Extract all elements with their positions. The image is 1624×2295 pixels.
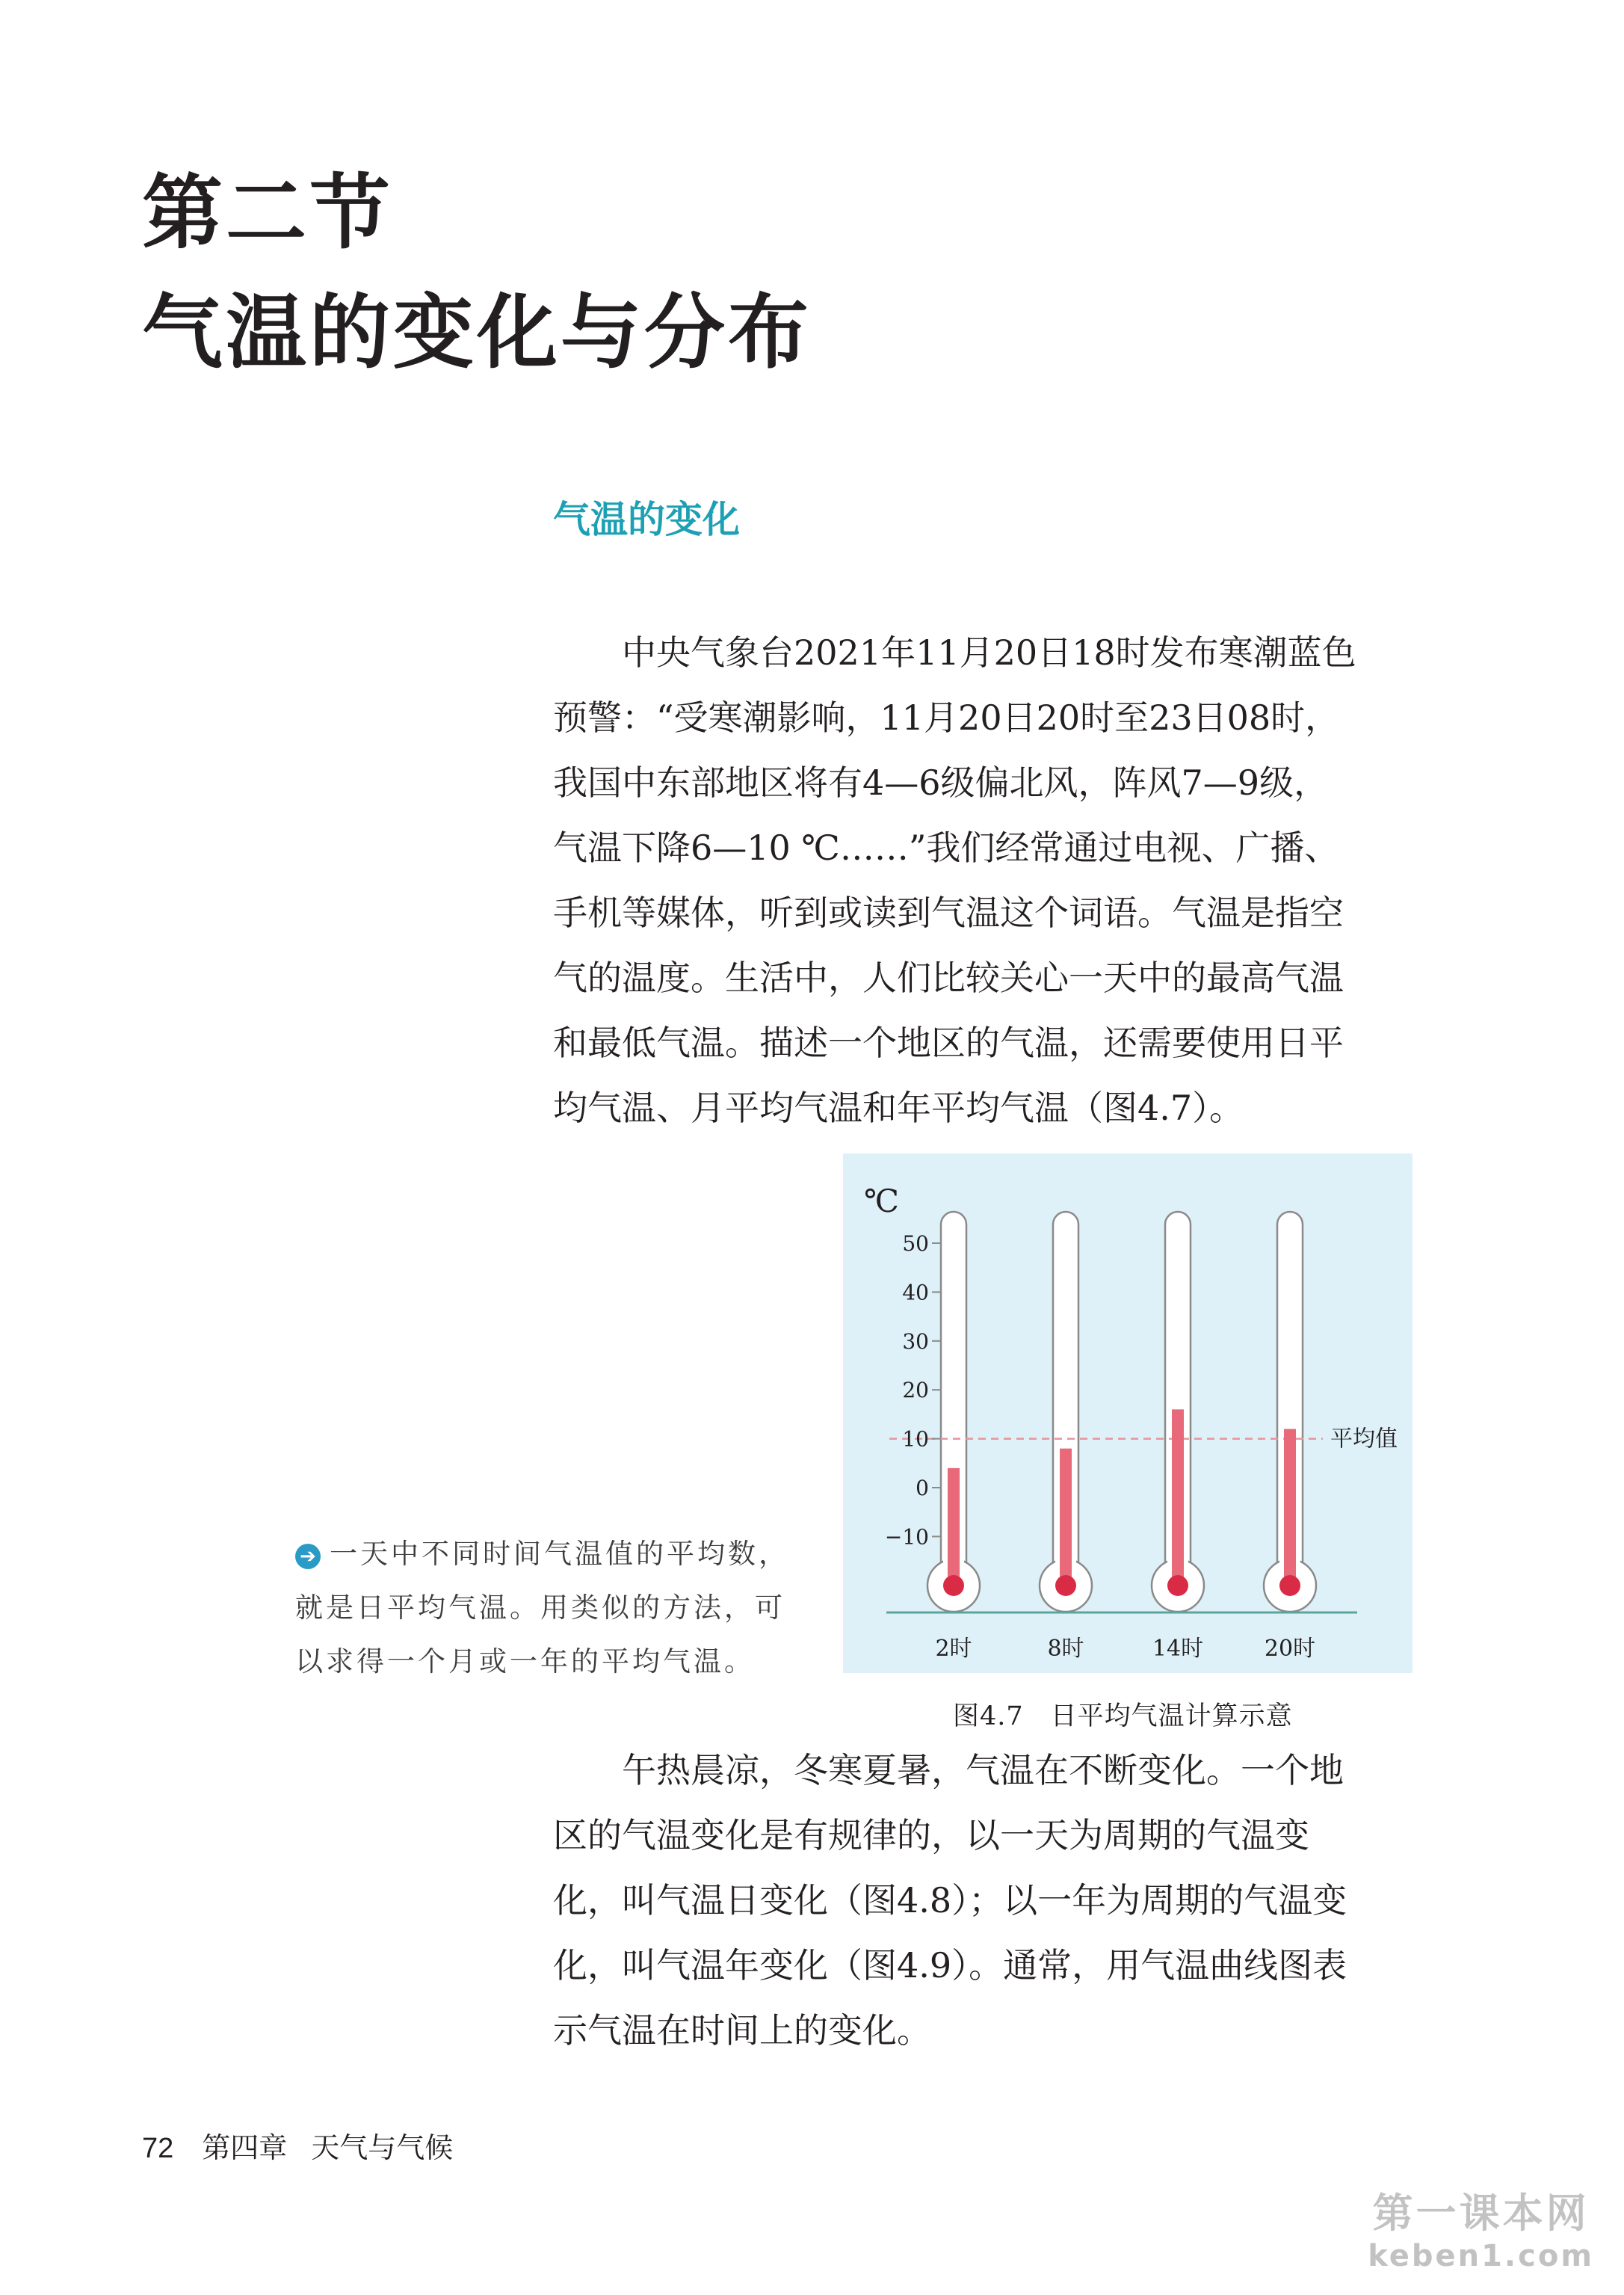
thermometer-chart [843,1153,1412,1673]
figure-thermometer-chart [843,1153,1412,1673]
category-label: 8时 [1047,1636,1084,1662]
y-tick-label: 0 [916,1476,929,1500]
thermometer-layer [927,1212,1316,1612]
watermark-url: keben1.com [1368,2239,1594,2273]
text-line: 午热晨凉，冬寒夏暑，气温在不断变化。一个地 [553,1750,1344,1790]
y-tick-label: −10 [884,1524,929,1550]
thermometer-bulb-fill [1167,1575,1188,1596]
thermometer-bulb-fill [1279,1575,1300,1596]
subheading: 气温的变化 [553,498,740,541]
text-line: 均气温、月平均气温和年平均气温（图4.7）。 [553,1088,1244,1128]
chapter-title: 天气与气候 [311,2131,454,2164]
y-tick-layer [885,1231,941,1549]
y-axis-unit: ℃ [864,1183,899,1219]
section-title: 气温的变化与分布 [142,286,812,380]
thermometer-bulb-fill [1055,1575,1076,1596]
bar-layer [943,1409,1300,1596]
text-line: 手机等媒体，听到或读到气温这个词语。气温是指空 [553,893,1344,933]
category-label-layer [935,1636,1315,1662]
text-line: 气温下降6—10 ℃……”我们经常通过电视、广播、 [553,828,1339,868]
y-tick-label: 10 [902,1426,929,1452]
side-note-line [295,1527,818,1581]
page-number: 72 [142,2133,174,2164]
text-line: 区的气温变化是有规律的，以一天为周期的气温变 [553,1815,1309,1855]
section-number: 第二节 [142,167,394,260]
paragraph-1 [553,620,1412,1141]
thermometer-bar [1060,1449,1072,1586]
side-note-line: 就是日平均气温。用类似的方法，可 [295,1592,785,1624]
y-tick-label: 50 [902,1231,929,1256]
side-note-line: 以求得一个月或一年的平均气温。 [295,1645,755,1678]
text-line: 化，叫气温年变化（图4.9）。通常，用气温曲线图表 [553,1945,1347,1986]
text-line: 气的温度。生活中，人们比较关心一天中的最高气温 [553,958,1344,998]
y-tick-label: 20 [902,1378,929,1403]
y-tick-label: 30 [902,1328,929,1354]
watermark-name: 第一课本网 [1372,2190,1590,2237]
thermometer-bar [1172,1409,1184,1586]
thermometer-bulb-fill [943,1575,964,1596]
page-footer [142,2125,453,2166]
category-label: 2时 [935,1636,972,1662]
paragraph-2 [553,1738,1412,2063]
text-line: 和最低气温。描述一个地区的气温，还需要使用日平 [553,1023,1344,1063]
category-label: 14时 [1152,1636,1204,1662]
thermometer-bar [1284,1429,1296,1586]
y-tick-label: 40 [902,1280,929,1305]
side-note-text: 一天中不同时间气温值的平均数， [330,1538,789,1570]
chapter-number: 第四章 [202,2131,288,2164]
side-note [295,1527,818,1689]
text-line: 示气温在时间上的变化。 [553,2010,931,2051]
watermark [1368,2181,1594,2273]
arrow-right-icon: ➔ [295,1544,321,1569]
text-line: 预警：“受寒潮影响，11月20日20时至23日08时， [553,697,1340,738]
text-line: 我国中东部地区将有4—6级偏北风，阵风7—9级， [553,763,1329,803]
thermometer-bar [948,1468,960,1586]
text-line: 中央气象台2021年11月20日18时发布寒潮蓝色 [553,632,1356,673]
text-line: 化，叫气温日变化（图4.8）；以一年为周期的气温变 [553,1880,1347,1920]
category-label: 20时 [1264,1636,1316,1662]
average-label: 平均值 [1330,1426,1398,1453]
figure-caption: 图4.7 日平均气温计算示意 [953,1701,1293,1731]
